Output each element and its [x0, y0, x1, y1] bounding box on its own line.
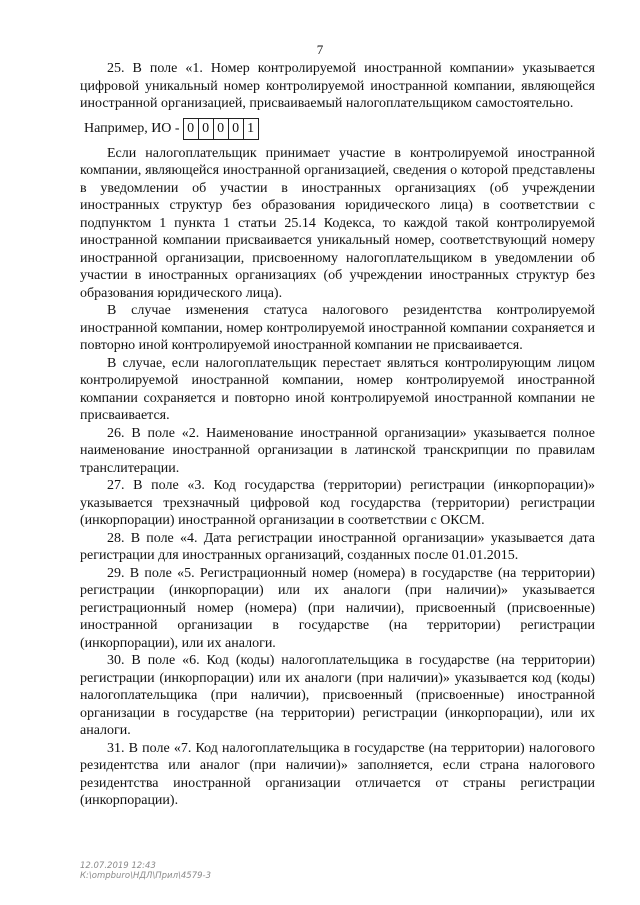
paragraph: В случае изменения статуса налогового резидентства контролируемой иностранной компании, номер контролируемой иностранной компании сохраняется и повторно иной контролируемой иностранной компании не присваивается. [80, 303, 595, 353]
footer-timestamp: 12.07.2019 12:43 [80, 861, 156, 871]
paragraph: 25. В поле «1. Номер контролируемой иностранной компании» указывается цифровой уникальный номер контролируемой иностранной компании, являющейся иностранной организацией, присваиваемый налогоплательщиком самостоятельно. [80, 61, 595, 111]
paragraph: В случае, если налогоплательщик перестает являться контролирующим лицом контролируемой иностранной компании, номер контролируемой иностранной компании сохраняется и повторно иной контролируемой иностранной компании не присваивается. [80, 355, 595, 423]
example-label: Например, ИО - [84, 120, 180, 136]
document-body [80, 60, 595, 810]
paragraph: 31. В поле «7. Код налогоплательщика в государстве (на территории) налогового резидентства или аналог (при наличии)» заполняется, если страна налогового резидентства иностранной организации отличается от страны регистрации (инкорпорации). [80, 740, 595, 808]
page-number: 7 [316, 42, 324, 57]
footer-file-path: К:\ompburo\НДЛ\Прил\4579-3 [80, 871, 211, 881]
paragraph: 30. В поле «6. Код (коды) налогоплательщика в государстве (на территории) регистрации (инкорпорации) или их аналоги (при наличии)» указывается код (коды) налогоплательщика (при наличии), присвоенный (присвоенные) иностранной организации в государстве (на территории) регистрации (инкорпорации), или их аналоги. [80, 653, 595, 738]
paragraph: 29. В поле «5. Регистрационный номер (номера) в государстве (на территории) регистрации (инкорпорации) или их аналоги (при наличии)» указывается регистрационный номер (номера) (при наличии), присвоенный (присвоенные) иностранной организации в государстве (на территории) регистрации (инкорпорации), или их аналоги. [80, 565, 595, 651]
paragraph: 26. В поле «2. Наименование иностранной организации» указывается полное наименование иностранной организации в латинской транскрипции по правилам транслитерации. [80, 425, 595, 476]
paragraph: Если налогоплательщик принимает участие в контролируемой иностранной компании, являющейся иностранной организацией, сведения о которой представлены в уведомлении об участии в иностранных организациях (об учреждении иностранных структур без образования юридического лица) в соответствии с подпунктом 1 пункта 1 статьи 25.14 Кодекса, то каждой такой контролируемой иностранной компании присваивается уникальный номер, соответствующий номеру иностранной организации, присвоенному налогоплательщиком в уведомлении об участии в иностранных организациях (об учреждении иностранных структур без образования юридического лица). [80, 145, 595, 301]
example-row [84, 117, 595, 141]
digit-box: 0 [214, 118, 229, 140]
example-digit-boxes [183, 118, 259, 140]
paragraph: 28. В поле «4. Дата регистрации иностранной организации» указывается дата регистрации для иностранных организаций, созданных после 01.01.2015. [80, 530, 595, 563]
digit-box: 0 [183, 118, 199, 140]
digit-box: 0 [199, 118, 214, 140]
digit-box: 0 [229, 118, 244, 140]
paragraph: 27. В поле «3. Код государства (территории) регистрации (инкорпорации)» указывается трехзначный цифровой код государства (территории) регистрации (инкорпорации) иностранной организации в соответствии с ОКСМ. [80, 478, 595, 528]
digit-box: 1 [244, 118, 259, 140]
footer-file-stamp [80, 861, 211, 881]
